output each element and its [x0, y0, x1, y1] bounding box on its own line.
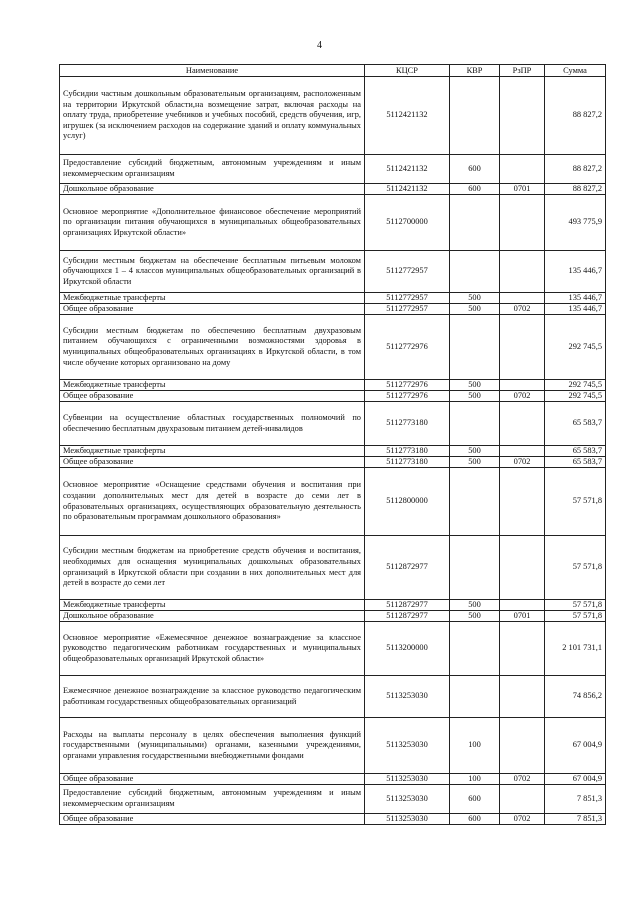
cell-kcsr: 5112773180 — [365, 446, 450, 457]
cell-kvr — [450, 622, 500, 676]
table-row — [60, 315, 606, 380]
cell-sum: 292 745,5 — [545, 380, 606, 391]
cell-sum: 57 571,8 — [545, 536, 606, 600]
cell-kvr — [450, 195, 500, 251]
cell-kcsr: 5112772976 — [365, 391, 450, 402]
cell-sum: 7 851,3 — [545, 814, 606, 825]
cell-kcsr: 5112772976 — [365, 380, 450, 391]
cell-name: Межбюджетные трансферты — [60, 293, 365, 304]
cell-rzpr — [500, 785, 545, 814]
cell-name: Общее образование — [60, 814, 365, 825]
cell-name: Межбюджетные трансферты — [60, 380, 365, 391]
table-row — [60, 402, 606, 446]
cell-sum: 135 446,7 — [545, 304, 606, 315]
cell-kcsr: 5112421132 — [365, 184, 450, 195]
column-header-kvr: КВР — [450, 65, 500, 77]
cell-kvr: 500 — [450, 391, 500, 402]
cell-kvr: 500 — [450, 446, 500, 457]
cell-sum: 88 827,2 — [545, 184, 606, 195]
table-header-row — [60, 65, 606, 77]
table-row — [60, 446, 606, 457]
cell-kvr: 500 — [450, 380, 500, 391]
cell-sum: 2 101 731,1 — [545, 622, 606, 676]
cell-kcsr: 5113200000 — [365, 622, 450, 676]
cell-kvr — [450, 77, 500, 155]
cell-kvr: 500 — [450, 611, 500, 622]
cell-rzpr: 0702 — [500, 457, 545, 468]
cell-rzpr — [500, 155, 545, 184]
cell-kcsr: 5112773180 — [365, 402, 450, 446]
cell-rzpr — [500, 622, 545, 676]
table-row — [60, 611, 606, 622]
cell-sum: 57 571,8 — [545, 468, 606, 536]
table-row — [60, 600, 606, 611]
cell-rzpr — [500, 676, 545, 718]
cell-kvr — [450, 676, 500, 718]
cell-sum: 88 827,2 — [545, 77, 606, 155]
cell-kvr — [450, 468, 500, 536]
cell-kvr: 600 — [450, 814, 500, 825]
cell-rzpr: 0701 — [500, 611, 545, 622]
cell-kcsr: 5112421132 — [365, 77, 450, 155]
table-row — [60, 622, 606, 676]
cell-kvr — [450, 536, 500, 600]
cell-sum: 67 004,9 — [545, 774, 606, 785]
cell-kvr: 500 — [450, 457, 500, 468]
cell-name: Субсидии местным бюджетам на обеспечение бесплатным питьевым молоком обучающихся 1 – 4 классов муниципальных общеобразовательных организаций в Иркутской области — [60, 251, 365, 293]
column-header-name: Наименование — [60, 65, 365, 77]
cell-kcsr: 5112421132 — [365, 155, 450, 184]
cell-sum: 65 583,7 — [545, 457, 606, 468]
cell-rzpr — [500, 600, 545, 611]
cell-name: Основное мероприятие «Ежемесячное денежное вознаграждение за классное руководство педагогическим работникам государственных и муниципальных общеобразовательных организаций Иркутской области» — [60, 622, 365, 676]
cell-rzpr — [500, 251, 545, 293]
cell-name: Дошкольное образование — [60, 611, 365, 622]
cell-sum: 7 851,3 — [545, 785, 606, 814]
table-row — [60, 391, 606, 402]
table-row — [60, 457, 606, 468]
cell-sum: 57 571,8 — [545, 600, 606, 611]
cell-sum: 493 775,9 — [545, 195, 606, 251]
cell-sum: 88 827,2 — [545, 155, 606, 184]
cell-kcsr: 5112772957 — [365, 251, 450, 293]
cell-kcsr: 5112872977 — [365, 600, 450, 611]
cell-rzpr — [500, 77, 545, 155]
cell-kvr — [450, 315, 500, 380]
cell-name: Общее образование — [60, 304, 365, 315]
cell-rzpr: 0702 — [500, 391, 545, 402]
cell-name: Общее образование — [60, 391, 365, 402]
cell-name: Межбюджетные трансферты — [60, 600, 365, 611]
cell-sum: 65 583,7 — [545, 446, 606, 457]
cell-kvr: 500 — [450, 600, 500, 611]
cell-sum: 135 446,7 — [545, 293, 606, 304]
cell-name: Субсидии местным бюджетам на приобретение средств обучения и воспитания, необходимых для оснащения муниципальных дошкольных образовательных организаций в Иркутской области при создании в них дополнительных мест для детей в возрасте до семи лет — [60, 536, 365, 600]
cell-sum: 65 583,7 — [545, 402, 606, 446]
cell-kvr: 600 — [450, 184, 500, 195]
cell-kcsr: 5113253030 — [365, 814, 450, 825]
cell-rzpr: 0702 — [500, 774, 545, 785]
cell-kvr: 100 — [450, 718, 500, 774]
cell-sum: 135 446,7 — [545, 251, 606, 293]
table-row — [60, 304, 606, 315]
cell-kcsr: 5112872977 — [365, 611, 450, 622]
cell-kcsr: 5112773180 — [365, 457, 450, 468]
budget-table — [59, 64, 606, 825]
cell-kvr: 600 — [450, 155, 500, 184]
cell-kcsr: 5112872977 — [365, 536, 450, 600]
cell-kvr: 500 — [450, 293, 500, 304]
cell-kcsr: 5113253030 — [365, 774, 450, 785]
cell-name: Субсидии местным бюджетам по обеспечению бесплатным двухразовым питанием обучающихся с ограниченными возможностями здоровья в муниципальных общеобразовательных организациях в Иркутской области, в том числе обучение которых организовано на дому — [60, 315, 365, 380]
cell-kcsr: 5112772957 — [365, 304, 450, 315]
cell-rzpr — [500, 718, 545, 774]
cell-rzpr — [500, 446, 545, 457]
cell-rzpr: 0702 — [500, 814, 545, 825]
cell-name: Основное мероприятие «Дополнительное финансовое обеспечение мероприятий по организации питания обучающихся в муниципальных общеобразовательных организациях Иркутской области» — [60, 195, 365, 251]
cell-rzpr — [500, 195, 545, 251]
table-row — [60, 468, 606, 536]
table-row — [60, 814, 606, 825]
cell-sum: 292 745,5 — [545, 391, 606, 402]
cell-name: Ежемесячное денежное вознаграждение за классное руководство педагогическим работникам государственных общеобразовательных организаций — [60, 676, 365, 718]
cell-kcsr: 5112700000 — [365, 195, 450, 251]
cell-rzpr: 0702 — [500, 304, 545, 315]
cell-kcsr: 5113253030 — [365, 718, 450, 774]
cell-sum: 57 571,8 — [545, 611, 606, 622]
table-row — [60, 195, 606, 251]
cell-sum: 292 745,5 — [545, 315, 606, 380]
column-header-sum: Сумма — [545, 65, 606, 77]
cell-rzpr — [500, 402, 545, 446]
table-row — [60, 293, 606, 304]
cell-sum: 67 004,9 — [545, 718, 606, 774]
cell-kcsr: 5112800000 — [365, 468, 450, 536]
cell-name: Субсидии частным дошкольным образовательным организациям, расположенным на территории Иркутской области,на возмещение затрат, включая расходы на оплату труда, приобретение учебников и учебных пособий, средств обучения, игр, игрушек (за исключением расходов на содержание зданий и оплату коммунальных услуг) — [60, 77, 365, 155]
cell-rzpr — [500, 293, 545, 304]
cell-name: Расходы на выплаты персоналу в целях обеспечения выполнения функций государственными (муниципальными) органами, казенными учреждениями, органами управления государственными внебюджетными фондами — [60, 718, 365, 774]
table-row — [60, 251, 606, 293]
cell-rzpr — [500, 380, 545, 391]
column-header-kcsr: КЦСР — [365, 65, 450, 77]
cell-name: Предоставление субсидий бюджетным, автономным учреждениям и иным некоммерческим организациям — [60, 785, 365, 814]
cell-kvr: 100 — [450, 774, 500, 785]
table-row — [60, 77, 606, 155]
cell-rzpr: 0701 — [500, 184, 545, 195]
table-row — [60, 785, 606, 814]
cell-name: Общее образование — [60, 774, 365, 785]
cell-kcsr: 5113253030 — [365, 785, 450, 814]
cell-name: Предоставление субсидий бюджетным, автономным учреждениям и иным некоммерческим организациям — [60, 155, 365, 184]
cell-kcsr: 5112772957 — [365, 293, 450, 304]
table-row — [60, 536, 606, 600]
table-row — [60, 380, 606, 391]
cell-kvr — [450, 251, 500, 293]
cell-rzpr — [500, 315, 545, 380]
cell-kcsr: 5113253030 — [365, 676, 450, 718]
page-number: 4 — [317, 40, 322, 51]
table-body — [60, 77, 606, 825]
cell-kcsr: 5112772976 — [365, 315, 450, 380]
table-row — [60, 774, 606, 785]
cell-name: Основное мероприятие «Оснащение средствами обучения и воспитания при создании дополнительных мест для детей в возрасте до семи лет в образовательных организациях, осуществляющих образовательную деятельность по образовательным программам дошкольного образования» — [60, 468, 365, 536]
cell-rzpr — [500, 536, 545, 600]
cell-name: Межбюджетные трансферты — [60, 446, 365, 457]
cell-name: Субвенции на осуществление областных государственных полномочий по обеспечению бесплатным двухразовым питанием детей-инвалидов — [60, 402, 365, 446]
cell-kvr: 500 — [450, 304, 500, 315]
table-row — [60, 718, 606, 774]
cell-sum: 74 856,2 — [545, 676, 606, 718]
cell-name: Общее образование — [60, 457, 365, 468]
table-row — [60, 155, 606, 184]
cell-kvr: 600 — [450, 785, 500, 814]
cell-rzpr — [500, 468, 545, 536]
table-row — [60, 184, 606, 195]
cell-name: Дошкольное образование — [60, 184, 365, 195]
column-header-rzpr: РзПР — [500, 65, 545, 77]
cell-kvr — [450, 402, 500, 446]
table-row — [60, 676, 606, 718]
